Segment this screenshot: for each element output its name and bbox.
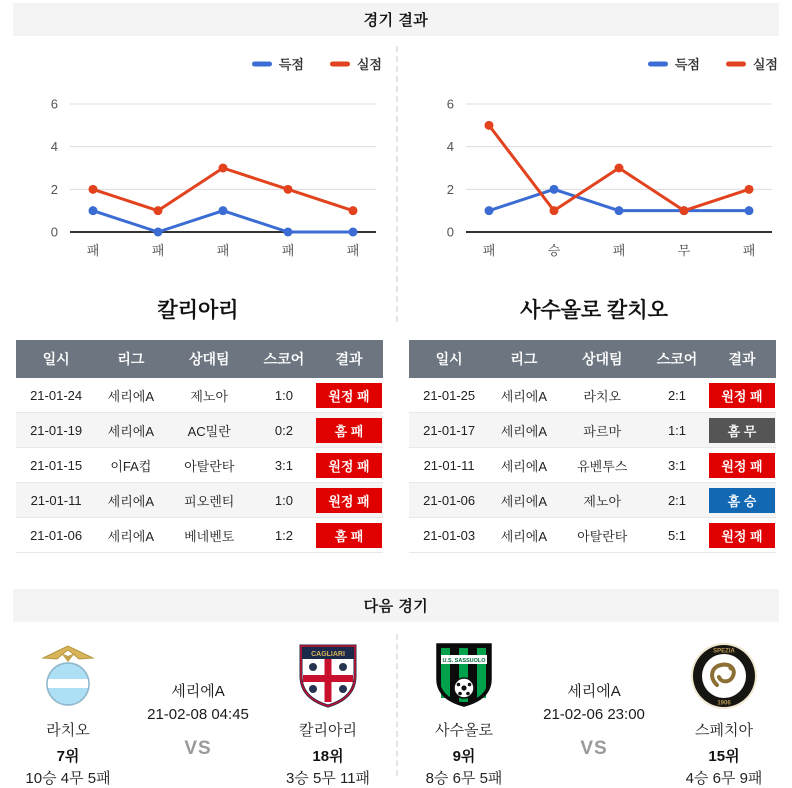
right-goals-chart (404, 42, 784, 284)
match-datetime: 21-02-06 23:00 (543, 706, 645, 723)
league-label: 세리에A (567, 683, 621, 700)
table-row (409, 518, 776, 553)
table-row (409, 483, 776, 518)
match-score: 2:1 (646, 378, 708, 413)
table-row (16, 413, 383, 448)
svg-text:4: 4 (50, 139, 58, 155)
match-info-block (136, 638, 260, 780)
svg-text:패: 패 (151, 243, 165, 258)
match-score: 5:1 (646, 518, 708, 553)
opponent-name: 제노아 (559, 483, 646, 518)
next-match-card-right (396, 630, 792, 787)
match-date: 21-01-25 (409, 378, 489, 413)
results-section-header (13, 3, 779, 36)
right-results-table (409, 340, 776, 553)
away-team-name: 스페치아 (695, 722, 753, 739)
svg-text:패: 패 (742, 243, 756, 258)
cagliari-logo (291, 638, 365, 712)
league-name: 이FA컵 (96, 448, 165, 483)
svg-text:6: 6 (50, 96, 58, 112)
svg-text:득점: 득점 (278, 57, 304, 72)
opponent-name: 라치오 (559, 378, 646, 413)
league-name: 세리에A (96, 413, 165, 448)
match-score: 1:2 (253, 518, 315, 553)
league-name: 세리에A (489, 448, 558, 483)
match-result-cell (315, 483, 383, 518)
away-team-record: 4승 6무 9패 (685, 770, 763, 787)
opponent-name: 베네벤토 (165, 518, 252, 553)
svg-text:패: 패 (612, 243, 626, 258)
match-score: 1:1 (646, 413, 708, 448)
svg-text:1906: 1906 (717, 700, 731, 707)
home-team-record: 8승 6무 5패 (425, 770, 503, 787)
table-row (409, 413, 776, 448)
league-label: 세리에A (171, 683, 225, 700)
league-name: 세리에A (489, 413, 558, 448)
vs-label: VS (184, 738, 212, 759)
league-name: 세리에A (489, 483, 558, 518)
vertical-dashed-divider (396, 46, 398, 322)
match-score: 2:1 (646, 483, 708, 518)
league-name: 세리에A (96, 518, 165, 553)
svg-text:U.S. SASSUOLO: U.S. SASSUOLO (442, 658, 486, 664)
match-info-block (532, 638, 656, 780)
away-team-block (656, 638, 792, 787)
result-badge: 홈 승 (709, 488, 775, 513)
svg-text:SPEZIA: SPEZIA (713, 648, 735, 655)
svg-text:패: 패 (346, 243, 360, 258)
left-team-title: 칼리아리 (157, 299, 239, 322)
charts-section (0, 42, 792, 326)
svg-text:패: 패 (281, 243, 295, 258)
vs-label: VS (580, 738, 608, 759)
result-badge: 원정 패 (316, 453, 382, 478)
svg-text:실점: 실점 (356, 57, 382, 72)
match-score: 3:1 (646, 448, 708, 483)
match-result-cell (708, 413, 776, 448)
column-header: 스코어 (253, 340, 315, 378)
match-result-cell (315, 413, 383, 448)
home-team-name: 사수올로 (435, 722, 493, 739)
opponent-name: 아탈란타 (559, 518, 646, 553)
opponent-name: 아탈란타 (165, 448, 252, 483)
table-row (16, 518, 383, 553)
match-date: 21-01-03 (409, 518, 489, 553)
left-table-header (16, 340, 383, 378)
result-badge: 원정 패 (709, 453, 775, 478)
home-team-name: 라치오 (46, 722, 90, 739)
next-match-section-title: 다음 경기 (363, 598, 429, 615)
opponent-name: 유벤투스 (559, 448, 646, 483)
match-date: 21-01-15 (16, 448, 96, 483)
table-row (409, 378, 776, 413)
column-header: 결과 (708, 340, 776, 378)
results-tables-section (0, 340, 792, 553)
home-team-block (396, 638, 532, 787)
match-result-cell (315, 518, 383, 553)
right-team-title: 사수올로 칼치오 (520, 299, 668, 322)
home-team-rank: 7위 (56, 748, 80, 765)
opponent-name: 제노아 (165, 378, 252, 413)
match-date: 21-01-11 (16, 483, 96, 518)
svg-text:0: 0 (446, 224, 454, 240)
svg-text:실점: 실점 (752, 57, 778, 72)
svg-text:2: 2 (50, 181, 58, 197)
column-header: 리그 (96, 340, 165, 378)
result-badge: 원정 패 (316, 488, 382, 513)
match-result-cell (315, 378, 383, 413)
match-score: 1:0 (253, 378, 315, 413)
league-name: 세리에A (489, 518, 558, 553)
right-chart-column (396, 42, 792, 326)
away-team-rank: 15위 (708, 748, 740, 765)
table-row (16, 483, 383, 518)
right-table-header (409, 340, 776, 378)
match-result-cell (708, 518, 776, 553)
result-badge: 원정 패 (709, 383, 775, 408)
match-score: 0:2 (253, 413, 315, 448)
next-match-cards (0, 630, 792, 787)
match-result-cell (708, 483, 776, 518)
table-row (409, 448, 776, 483)
match-date: 21-01-19 (16, 413, 96, 448)
match-result-cell (708, 448, 776, 483)
league-name: 세리에A (489, 378, 558, 413)
match-results-page (0, 3, 792, 787)
svg-text:0: 0 (50, 224, 58, 240)
table-row (16, 378, 383, 413)
column-header: 상대팀 (559, 340, 646, 378)
opponent-name: AC밀란 (165, 413, 252, 448)
svg-text:CAGLIARI: CAGLIARI (311, 651, 345, 658)
result-badge: 원정 패 (709, 523, 775, 548)
spezia-logo (687, 638, 761, 712)
opponent-name: 피오렌티 (165, 483, 252, 518)
home-team-rank: 9위 (452, 748, 476, 765)
svg-text:득점: 득점 (674, 57, 700, 72)
table-row (16, 448, 383, 483)
match-datetime: 21-02-08 04:45 (147, 706, 249, 723)
opponent-name: 파르마 (559, 413, 646, 448)
column-header: 스코어 (646, 340, 708, 378)
svg-text:패: 패 (216, 243, 230, 258)
next-match-section-header (13, 589, 779, 622)
match-score: 1:0 (253, 483, 315, 518)
svg-text:승: 승 (547, 243, 561, 258)
svg-text:무: 무 (677, 243, 691, 258)
results-section-title: 경기 결과 (363, 12, 429, 29)
result-badge: 홈 패 (316, 418, 382, 443)
league-name: 세리에A (96, 483, 165, 518)
next-match-card-left (0, 630, 396, 787)
home-team-record: 10승 4무 5패 (25, 770, 111, 787)
column-header: 상대팀 (165, 340, 252, 378)
svg-text:2: 2 (446, 181, 454, 197)
match-date: 21-01-17 (409, 413, 489, 448)
svg-text:패: 패 (86, 243, 100, 258)
column-header: 일시 (409, 340, 489, 378)
match-date: 21-01-06 (409, 483, 489, 518)
match-date: 21-01-24 (16, 378, 96, 413)
lazio-logo (31, 638, 105, 712)
away-team-block (260, 638, 396, 787)
sassuolo-logo (427, 638, 501, 712)
column-header: 일시 (16, 340, 96, 378)
away-team-record: 3승 5무 11패 (285, 770, 371, 787)
home-team-block (0, 638, 136, 787)
svg-text:4: 4 (446, 139, 454, 155)
away-team-rank: 18위 (312, 748, 344, 765)
match-date: 21-01-11 (409, 448, 489, 483)
column-header: 결과 (315, 340, 383, 378)
match-date: 21-01-06 (16, 518, 96, 553)
result-badge: 원정 패 (316, 383, 382, 408)
left-results-table (16, 340, 383, 553)
vertical-dashed-divider (396, 634, 398, 776)
column-header: 리그 (489, 340, 558, 378)
left-goals-chart (8, 42, 388, 284)
result-badge: 홈 패 (316, 523, 382, 548)
away-team-name: 칼리아리 (299, 722, 357, 739)
match-result-cell (708, 378, 776, 413)
league-name: 세리에A (96, 378, 165, 413)
result-badge: 홈 무 (709, 418, 775, 443)
match-result-cell (315, 448, 383, 483)
svg-text:패: 패 (482, 243, 496, 258)
left-chart-column (0, 42, 396, 326)
match-score: 3:1 (253, 448, 315, 483)
svg-text:6: 6 (446, 96, 454, 112)
